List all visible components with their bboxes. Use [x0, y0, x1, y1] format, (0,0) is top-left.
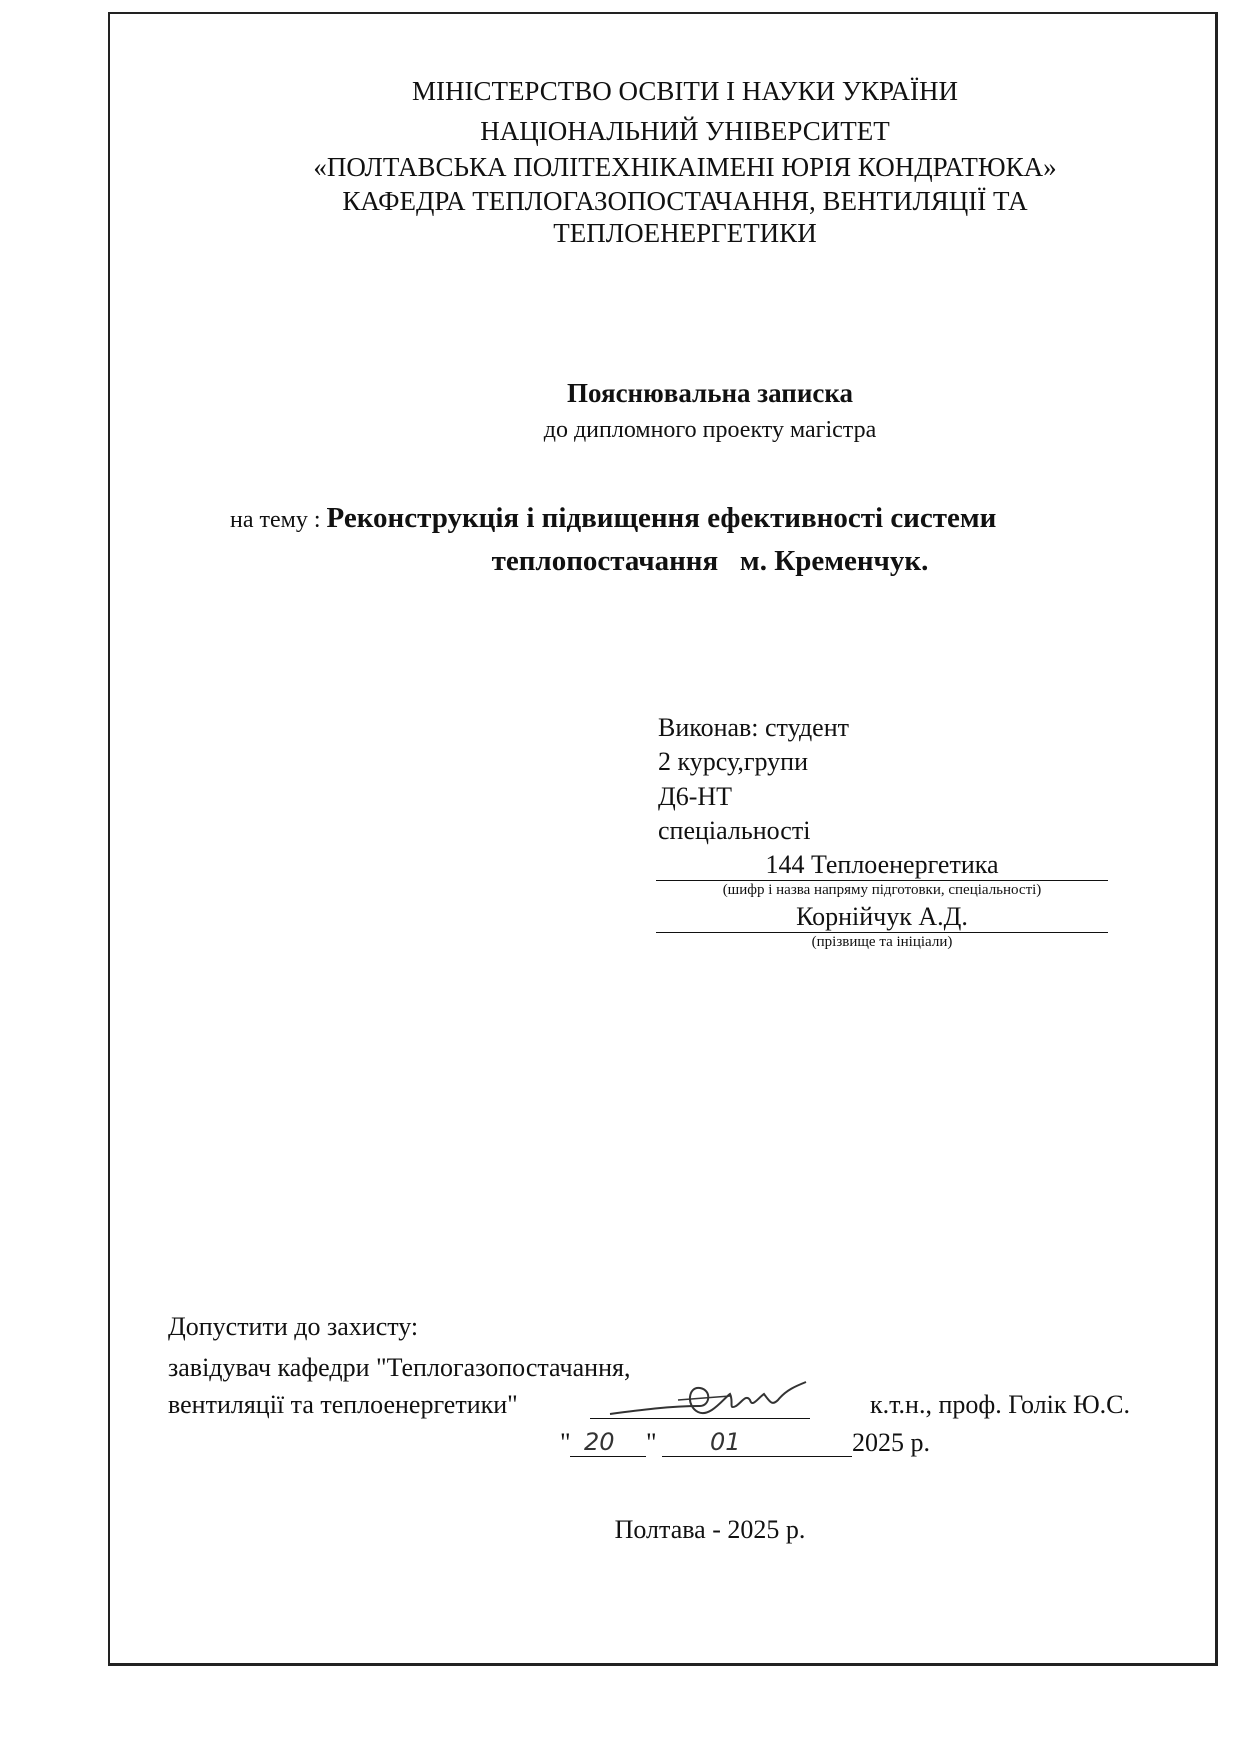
department-line-1: КАФЕДРА ТЕПЛОГАЗОПОСТАЧАННЯ, ВЕНТИЛЯЦІЇ ТА	[342, 186, 1028, 216]
admit-label: Допустити до захисту:	[168, 1312, 419, 1341]
day-underline	[570, 1456, 646, 1457]
name-caption: (прізвище та ініціали)	[811, 934, 953, 950]
month-underline	[662, 1456, 852, 1457]
document-title: Пояснювальна записка	[566, 378, 854, 408]
ministry-line: МІНІСТЕРСТВО ОСВІТИ І НАУКИ УКРАЇНИ	[411, 76, 959, 106]
head-title: к.т.н., проф. Голік Ю.С.	[870, 1390, 1131, 1419]
specialty-underline	[656, 850, 1108, 881]
specialty-caption: (шифр і назва напряму підготовки, спеціальності)	[722, 882, 1042, 898]
student-course: 2 курсу,групи	[658, 747, 809, 776]
department-name-line: вентиляції та теплоенергетики"	[168, 1390, 518, 1419]
document-subtitle: до дипломного проекту магістра	[543, 417, 877, 443]
name-underline	[656, 902, 1108, 933]
university-line: НАЦІОНАЛЬНИЙ УНІВЕРСИТЕТ	[480, 116, 890, 146]
topic-prefix: на тему :	[230, 507, 327, 533]
date-quote-open: "	[560, 1428, 571, 1457]
signature-image	[600, 1376, 820, 1426]
university-name: «ПОЛТАВСЬКА ПОЛІТЕХНІКАІМЕНІ ЮРІЯ КОНДРАТЮКА»	[313, 152, 1057, 182]
topic-line-1	[230, 502, 996, 535]
date-year: 2025 р.	[852, 1428, 930, 1457]
date-quote-close: "	[646, 1428, 657, 1457]
department-line-2: ТЕПЛОЕНЕРГЕТИКИ	[553, 218, 817, 248]
student-name: Корнійчук А.Д.	[796, 902, 968, 931]
student-label: Виконав: студент	[658, 713, 849, 742]
city-year: Полтава - 2025 р.	[614, 1515, 806, 1544]
student-group: Д6-НТ	[658, 782, 733, 811]
specialty-value: 144 Теплоенергетика	[765, 850, 999, 879]
student-specialty-label: спеціальності	[658, 816, 811, 845]
date-day: 20	[584, 1428, 615, 1456]
head-of-department-line: завідувач кафедри "Теплогазопостачання,	[168, 1353, 631, 1382]
topic-text-1: Реконструкція і підвищення ефективності системи	[326, 502, 997, 534]
topic-line-2: теплопостачання м. Кременчук.	[491, 545, 929, 577]
date-month: 01	[710, 1428, 741, 1456]
